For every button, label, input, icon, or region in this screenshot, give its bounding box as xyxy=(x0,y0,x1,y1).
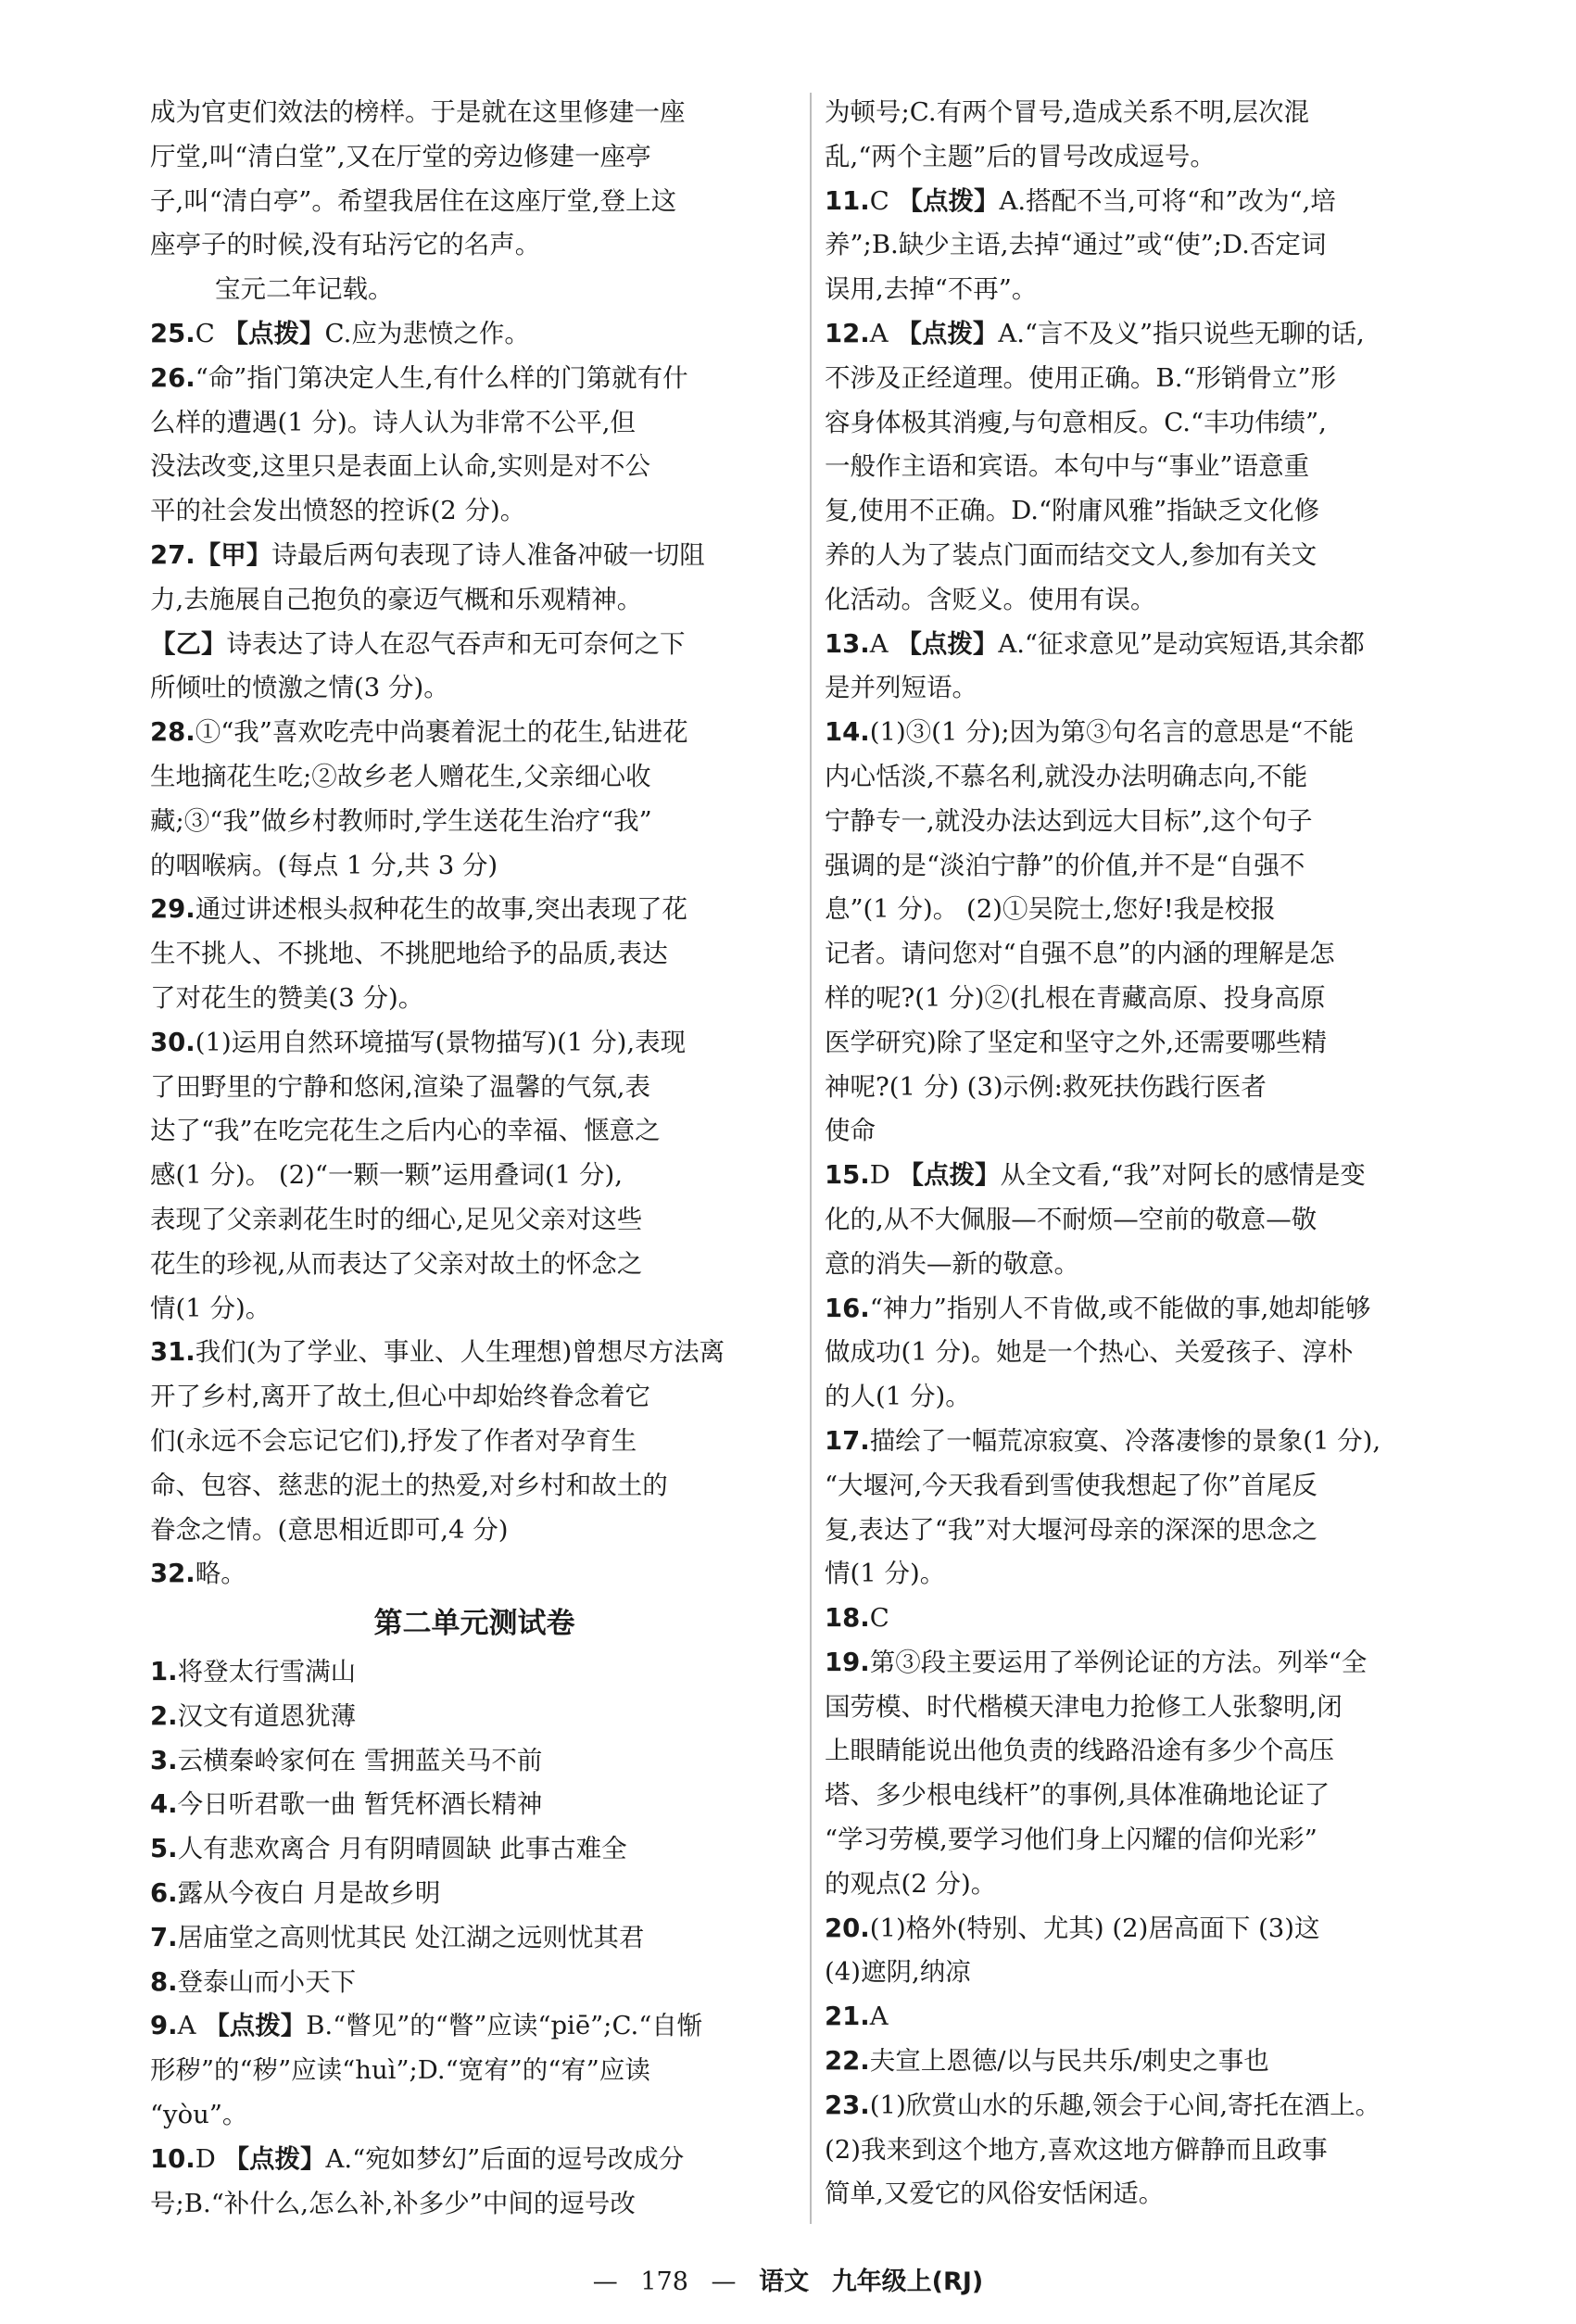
line-text: 神呢?(1 分) (3)示例:救死扶伤践行医者 xyxy=(825,1071,1267,1102)
item-number: 3. xyxy=(150,1745,178,1775)
text-line xyxy=(825,888,1464,932)
line-text: (1)格外(特别、尤其) (2)居高面下 (3)这 xyxy=(869,1913,1320,1943)
line-text: 为顿号;C.有两个冒号,造成关系不明,层次混 xyxy=(825,97,1310,127)
text-line xyxy=(825,135,1464,180)
item-number: 2. xyxy=(150,1700,178,1731)
answer-item xyxy=(825,1154,1464,1286)
answer-item xyxy=(150,1961,799,2005)
section-heading xyxy=(150,1597,799,1650)
line-text: 生地摘花生吃;②故乡老人赠花生,父亲细心收 xyxy=(150,761,651,791)
text-line xyxy=(825,268,1464,312)
text-line xyxy=(825,1863,1464,1907)
text-line xyxy=(150,489,799,534)
text-line xyxy=(150,1509,799,1553)
item-number: 15. xyxy=(825,1160,870,1191)
text-line xyxy=(150,755,799,800)
line-text: (2)我来到这个地方,喜欢这地方僻静而且政事 xyxy=(825,2134,1328,2165)
answer-item xyxy=(150,1331,799,1552)
text-line xyxy=(150,445,799,489)
text-line xyxy=(150,977,799,1021)
text-line xyxy=(150,1464,799,1509)
footer-dash-left: — xyxy=(592,2267,618,2296)
line-text: C 【点拨】A.搭配不当,可将“和”改为“,培 xyxy=(869,185,1336,216)
text-line xyxy=(825,1243,1464,1287)
line-text: 么样的遭遇(1 分)。诗人认为非常不公平,但 xyxy=(150,407,636,437)
text-line xyxy=(825,1641,1464,1686)
text-line xyxy=(150,711,799,755)
line-text: “神力”指别人不肯做,或不能做的事,她却能够 xyxy=(869,1293,1371,1323)
footer-dash-right: — xyxy=(711,2267,737,2296)
text-line xyxy=(825,578,1464,623)
section-title xyxy=(150,1597,799,1650)
answer-item xyxy=(825,1995,1464,2040)
line-text: 的咽喉病。(每点 1 分,共 3 分) xyxy=(150,850,498,880)
line-text: C xyxy=(869,1603,889,1634)
text-line xyxy=(825,2128,1464,2173)
text-line xyxy=(150,1961,799,2005)
item-number: 17. xyxy=(825,1425,870,1456)
line-text: “yòu”。 xyxy=(150,2100,248,2130)
line-text: 居庙堂之高则忧其民 处江湖之远则忧其君 xyxy=(177,1922,645,1952)
answer-item xyxy=(150,888,799,1020)
line-text: 将登太行雪满山 xyxy=(177,1657,357,1687)
column-divider xyxy=(810,93,812,2224)
text-line xyxy=(150,1287,799,1332)
text-line xyxy=(825,1907,1464,1951)
line-text: 露从今夜白 月是故乡明 xyxy=(177,1878,441,1909)
line-text: 误用,去掉“不再”。 xyxy=(825,274,1038,305)
line-text: 描绘了一幅荒凉寂寞、冷落凄惨的景象(1 分), xyxy=(869,1425,1381,1456)
text-line xyxy=(150,135,799,180)
item-number: 4. xyxy=(150,1789,178,1820)
text-line xyxy=(150,357,799,401)
answer-item xyxy=(150,2004,799,2137)
line-text: 简单,又爱它的风俗安恬闲适。 xyxy=(825,2179,1165,2209)
answer-item xyxy=(150,312,799,357)
item-number: 9. xyxy=(150,2011,178,2041)
line-text: 汉文有道恩犹薄 xyxy=(177,1700,357,1731)
line-text: 养的人为了装点门面而结交文人,参加有关文 xyxy=(825,539,1318,570)
text-line xyxy=(825,489,1464,534)
line-text: 表现了父亲剥花生时的细心,足见父亲对这些 xyxy=(150,1204,643,1234)
item-number: 21. xyxy=(825,2002,870,2032)
line-text: 【乙】诗表达了诗人在忍气吞声和无可奈何之下 xyxy=(150,628,686,659)
line-text: 记者。请问您对“自强不息”的内涵的理解是怎 xyxy=(825,939,1335,969)
line-text: 形秽”的“秽”应读“huì”;D.“宽宥”的“宥”应读 xyxy=(150,2055,650,2086)
answer-item xyxy=(825,312,1464,623)
answer-item xyxy=(825,180,1464,312)
line-text: 塔、多少根电线杆”的事例,具体准确地论证了 xyxy=(825,1780,1330,1811)
item-number: 30. xyxy=(150,1027,195,1057)
answer-item xyxy=(825,1420,1464,1597)
text-line xyxy=(150,800,799,844)
text-line xyxy=(825,1729,1464,1774)
line-text: 云横秦岭家何在 雪拥蓝关马不前 xyxy=(177,1745,543,1775)
text-line xyxy=(825,91,1464,135)
answer-item xyxy=(825,1287,1464,1420)
text-line xyxy=(150,1739,799,1784)
text-line xyxy=(825,623,1464,667)
item-number: 5. xyxy=(150,1834,178,1864)
item-number: 12. xyxy=(825,318,870,348)
line-text: 平的社会发出愤怒的控诉(2 分)。 xyxy=(150,496,526,526)
text-line xyxy=(825,1375,1464,1420)
hint-tag: 【甲】 xyxy=(195,539,272,570)
item-number: 20. xyxy=(825,1913,870,1943)
answer-item xyxy=(825,2084,1464,2217)
answer-item xyxy=(150,534,799,711)
line-text: 达了“我”在吃完花生之后内心的幸福、惬意之 xyxy=(150,1116,661,1146)
text-line xyxy=(825,1552,1464,1597)
answer-item xyxy=(150,1650,799,1695)
text-line xyxy=(150,623,799,667)
text-line xyxy=(825,1464,1464,1509)
line-text: 强调的是“淡泊宁静”的价值,并不是“自强不 xyxy=(825,850,1305,880)
line-text: 们(永远不会忘记它们),抒发了作者对孕育生 xyxy=(150,1425,637,1456)
paragraph xyxy=(825,91,1464,180)
hint-tag: 【点拨】 xyxy=(896,318,999,348)
line-text: 子,叫“清白亭”。希望我居住在这座厅堂,登上这 xyxy=(150,185,677,216)
line-text: 宁静专一,就没办法达到远大目标”,这个句子 xyxy=(825,805,1313,836)
text-line xyxy=(150,1916,799,1961)
text-line xyxy=(825,1995,1464,2040)
text-line xyxy=(150,1198,799,1243)
line-text: 通过讲述根头叔种花生的故事,突出表现了花 xyxy=(195,894,687,925)
line-text: 厅堂,叫“清白堂”,又在厅堂的旁边修建一座亭 xyxy=(150,141,651,171)
line-text: 夫宣上恩德/以与民共乐/刺史之事也 xyxy=(869,2046,1269,2077)
text-line xyxy=(150,1420,799,1464)
text-line xyxy=(825,2040,1464,2084)
line-text: 花生的珍视,从而表达了父亲对故土的怀念之 xyxy=(150,1248,643,1279)
line-text: 我们(为了学业、事业、人生理想)曾想尽方法离 xyxy=(195,1337,725,1368)
text-line xyxy=(150,1552,799,1597)
paragraph xyxy=(150,268,799,312)
line-text: 意的消失—新的敬意。 xyxy=(825,1248,1079,1279)
paragraph xyxy=(150,91,799,268)
item-number: 23. xyxy=(825,2090,870,2120)
text-line xyxy=(825,1198,1464,1243)
right-column xyxy=(825,91,1464,2217)
line-text: “命”指门第决定人生,有什么样的门第就有什 xyxy=(195,362,688,393)
text-line xyxy=(150,401,799,446)
grade-label: 九年级上(RJ) xyxy=(831,2267,984,2296)
answer-item xyxy=(150,1695,799,1739)
answer-item xyxy=(825,1641,1464,1907)
item-number: 1. xyxy=(150,1657,178,1687)
line-text: A 【点拨】A.“言不及义”指只说些无聊的话, xyxy=(869,318,1365,348)
line-text: 力,去施展自己抱负的豪迈气概和乐观精神。 xyxy=(150,584,643,614)
text-line xyxy=(825,1509,1464,1553)
line-text: 的观点(2 分)。 xyxy=(825,1868,997,1899)
text-line xyxy=(825,1818,1464,1863)
item-number: 10. xyxy=(150,2143,195,2174)
item-number: 31. xyxy=(150,1337,195,1368)
item-number: 28. xyxy=(150,717,195,748)
line-text: 感(1 分)。 (2)“一颗一颗”运用叠词(1 分), xyxy=(150,1160,623,1191)
item-number: 26. xyxy=(150,362,195,393)
line-text: 号;B.“补什么,怎么补,补多少”中间的逗号改 xyxy=(150,2188,636,2218)
text-line xyxy=(825,223,1464,268)
line-text: 略。 xyxy=(195,1559,246,1589)
answer-item xyxy=(150,1739,799,1784)
text-line xyxy=(150,1066,799,1110)
answer-item xyxy=(150,1021,799,1332)
text-line xyxy=(150,932,799,977)
line-text: “学习劳模,要学习他们身上闪耀的信仰光彩” xyxy=(825,1825,1318,1855)
line-text: (4)遮阴,纳凉 xyxy=(825,1957,971,1988)
text-line xyxy=(150,2138,799,2182)
hint-tag: 【点拨】 xyxy=(222,318,325,348)
item-number: 25. xyxy=(150,318,195,348)
text-line xyxy=(825,755,1464,800)
page-number: 178 xyxy=(640,2267,688,2296)
line-text: 医学研究)除了坚定和坚守之外,还需要哪些精 xyxy=(825,1027,1327,1057)
text-line xyxy=(825,401,1464,446)
text-line xyxy=(825,666,1464,711)
text-line xyxy=(825,1066,1464,1110)
text-line xyxy=(825,2084,1464,2128)
line-text: 登泰山而小天下 xyxy=(177,1966,357,1997)
item-number: 18. xyxy=(825,1603,870,1634)
text-line xyxy=(150,666,799,711)
line-text: 开了乡村,离开了故土,但心中却始终眷念着它 xyxy=(150,1382,650,1412)
answer-item xyxy=(825,1907,1464,1996)
answer-item xyxy=(150,2138,799,2227)
hint-tag: 【乙】 xyxy=(150,628,227,659)
text-line xyxy=(150,1650,799,1695)
line-text: 国劳模、时代楷模天津电力抢修工人张黎明,闭 xyxy=(825,1691,1343,1722)
item-number: 29. xyxy=(150,894,195,925)
item-number: 22. xyxy=(825,2046,870,2077)
line-text: 情(1 分)。 xyxy=(150,1293,271,1323)
text-line xyxy=(825,932,1464,977)
text-line xyxy=(150,888,799,932)
text-line xyxy=(150,91,799,135)
text-line xyxy=(825,180,1464,224)
line-text: 第③段主要运用了举例论证的方法。列举“全 xyxy=(869,1647,1368,1677)
text-line xyxy=(150,223,799,268)
text-line xyxy=(150,1783,799,1827)
item-number: 13. xyxy=(825,628,870,659)
text-line xyxy=(825,1287,1464,1332)
line-text: 今日听君歌一曲 暂凭杯酒长精神 xyxy=(177,1789,543,1820)
line-text: 成为官吏们效法的榜样。于是就在这里修建一座 xyxy=(150,97,686,127)
text-line xyxy=(825,1021,1464,1066)
text-line xyxy=(150,1021,799,1066)
line-text: D 【点拨】从全文看,“我”对阿长的感情是变 xyxy=(869,1160,1366,1191)
item-number: 19. xyxy=(825,1647,870,1677)
text-line xyxy=(825,2172,1464,2217)
text-line xyxy=(150,1827,799,1872)
line-text: 第二单元测试卷 xyxy=(373,1607,575,1641)
text-line xyxy=(150,1695,799,1739)
text-line xyxy=(150,534,799,578)
text-line xyxy=(150,312,799,357)
line-text: 容身体极其消瘦,与句意相反。C.“丰功伟绩”, xyxy=(825,407,1327,437)
answer-item xyxy=(825,2040,1464,2084)
answer-item xyxy=(150,1827,799,1872)
text-line xyxy=(825,1420,1464,1464)
item-number: 11. xyxy=(825,185,870,216)
text-line xyxy=(150,844,799,889)
answer-item xyxy=(150,1916,799,1961)
line-text: 生不挑人、不挑地、不挑肥地给予的品质,表达 xyxy=(150,939,668,969)
line-text: 是并列短语。 xyxy=(825,673,977,703)
item-number: 7. xyxy=(150,1922,178,1952)
item-number: 6. xyxy=(150,1878,178,1909)
text-line xyxy=(825,977,1464,1021)
item-number: 8. xyxy=(150,1966,178,1997)
text-line xyxy=(150,2049,799,2093)
line-text: 息”(1 分)。 (2)①吴院士,您好!我是校报 xyxy=(825,894,1276,925)
answer-item xyxy=(825,1597,1464,1641)
line-text: 养”;B.缺少主语,去掉“通过”或“使”;D.否定词 xyxy=(825,230,1327,260)
text-line xyxy=(150,1331,799,1375)
line-text: 复,使用不正确。D.“附庸风雅”指缺乏文化修 xyxy=(825,496,1320,526)
text-line xyxy=(150,1375,799,1420)
item-number: 16. xyxy=(825,1293,870,1323)
text-line xyxy=(825,1686,1464,1730)
line-text: 化的,从不大佩服—不耐烦—空前的敬意—敬 xyxy=(825,1204,1318,1234)
text-line xyxy=(150,1154,799,1198)
line-text: 所倾吐的愤激之情(3 分)。 xyxy=(150,673,449,703)
left-column xyxy=(150,91,799,2226)
line-text: 宝元二年记载。 xyxy=(215,274,394,305)
line-text: (1)运用自然环境描写(景物描写)(1 分),表现 xyxy=(195,1027,687,1057)
line-text: 做成功(1 分)。她是一个热心、关爱孩子、淳朴 xyxy=(825,1337,1354,1368)
text-line xyxy=(150,1109,799,1154)
line-text: A 【点拨】B.“瞥见”的“瞥”应读“piē”;C.“自惭 xyxy=(177,2011,703,2041)
item-number: 27. xyxy=(150,539,195,570)
line-text: 眷念之情。(意思相近即可,4 分) xyxy=(150,1514,509,1545)
line-text: 没法改变,这里只是表面上认命,实则是对不公 xyxy=(150,451,650,482)
line-text: 内心恬淡,不慕名利,就没办法明确志向,不能 xyxy=(825,761,1308,791)
subject-label: 语文 xyxy=(759,2267,810,2296)
text-line xyxy=(150,180,799,224)
text-line xyxy=(150,2004,799,2049)
answer-item xyxy=(150,357,799,534)
line-text: 藏;③“我”做乡村教师时,学生送花生治疗“我” xyxy=(150,805,652,836)
hint-tag: 【点拨】 xyxy=(897,185,1000,216)
line-text: A 【点拨】A.“征求意见”是动宾短语,其余都 xyxy=(869,628,1365,659)
line-text: 命、包容、慈悲的泥土的热爱,对乡村和故土的 xyxy=(150,1470,668,1500)
answer-item xyxy=(150,1783,799,1827)
line-text: (1)欣赏山水的乐趣,领会于心间,寄托在酒上。 xyxy=(869,2090,1381,2120)
line-text: D 【点拨】A.“宛如梦幻”后面的逗号改成分 xyxy=(195,2143,685,2174)
line-text: 的人(1 分)。 xyxy=(825,1382,971,1412)
line-text: A xyxy=(869,2002,889,2032)
answer-item xyxy=(150,711,799,888)
hint-tag: 【点拨】 xyxy=(223,2143,326,2174)
line-text: C 【点拨】C.应为悲愤之作。 xyxy=(195,318,530,348)
line-text: “大堰河,今天我看到雪使我想起了你”首尾反 xyxy=(825,1470,1318,1500)
line-text: 不涉及正经道理。使用正确。B.“形销骨立”形 xyxy=(825,362,1337,393)
line-text: 【甲】诗最后两句表现了诗人准备冲破一切阻 xyxy=(195,539,705,570)
text-line xyxy=(150,2093,799,2138)
answer-item xyxy=(150,1552,799,1597)
line-text: (1)③(1 分);因为第③句名言的意思是“不能 xyxy=(869,717,1355,748)
hint-tag: 【点拨】 xyxy=(896,628,999,659)
line-text: 复,表达了“我”对大堰河母亲的深深的思念之 xyxy=(825,1514,1318,1545)
text-line xyxy=(825,1774,1464,1818)
text-line xyxy=(825,312,1464,357)
hint-tag: 【点拨】 xyxy=(204,2011,307,2041)
text-line xyxy=(150,1243,799,1287)
line-text: ①“我”喜欢吃壳中尚裹着泥土的花生,钻进花 xyxy=(195,717,688,748)
page-footer xyxy=(0,2261,1576,2297)
line-text: 了对花生的赞美(3 分)。 xyxy=(150,982,424,1013)
text-line xyxy=(150,2182,799,2227)
text-line xyxy=(825,711,1464,755)
text-line xyxy=(825,1109,1464,1154)
text-line xyxy=(825,1331,1464,1375)
answer-item xyxy=(825,623,1464,712)
line-text: 人有悲欢离合 月有阴晴圆缺 此事古难全 xyxy=(177,1834,627,1864)
line-text: 了田野里的宁静和悠闲,渲染了温馨的气氛,表 xyxy=(150,1071,650,1102)
item-number: 32. xyxy=(150,1559,195,1589)
hint-tag: 【点拨】 xyxy=(898,1160,1001,1191)
text-line xyxy=(825,445,1464,489)
line-text: 座亭子的时候,没有玷污它的名声。 xyxy=(150,230,541,260)
text-line xyxy=(825,1597,1464,1641)
line-text: 乱,“两个主题”后的冒号改成逗号。 xyxy=(825,141,1216,171)
line-text: 情(1 分)。 xyxy=(825,1559,946,1589)
text-line xyxy=(150,1872,799,1916)
text-line xyxy=(825,844,1464,889)
text-line xyxy=(825,1154,1464,1198)
text-line xyxy=(150,578,799,623)
line-text: 使命 xyxy=(825,1116,876,1146)
text-line xyxy=(825,357,1464,401)
text-line xyxy=(825,534,1464,578)
line-text: 一般作主语和宾语。本句中与“事业”语意重 xyxy=(825,451,1310,482)
text-line xyxy=(825,800,1464,844)
answer-item xyxy=(150,1872,799,1916)
text-line xyxy=(215,268,799,312)
line-text: 样的呢?(1 分)②(扎根在青藏高原、投身高原 xyxy=(825,982,1326,1013)
line-text: 上眼睛能说出他负责的线路沿途有多少个高压 xyxy=(825,1736,1334,1766)
line-text: 化活动。含贬义。使用有误。 xyxy=(825,584,1156,614)
text-line xyxy=(825,1951,1464,1995)
answer-item xyxy=(825,711,1464,1154)
item-number: 14. xyxy=(825,717,870,748)
